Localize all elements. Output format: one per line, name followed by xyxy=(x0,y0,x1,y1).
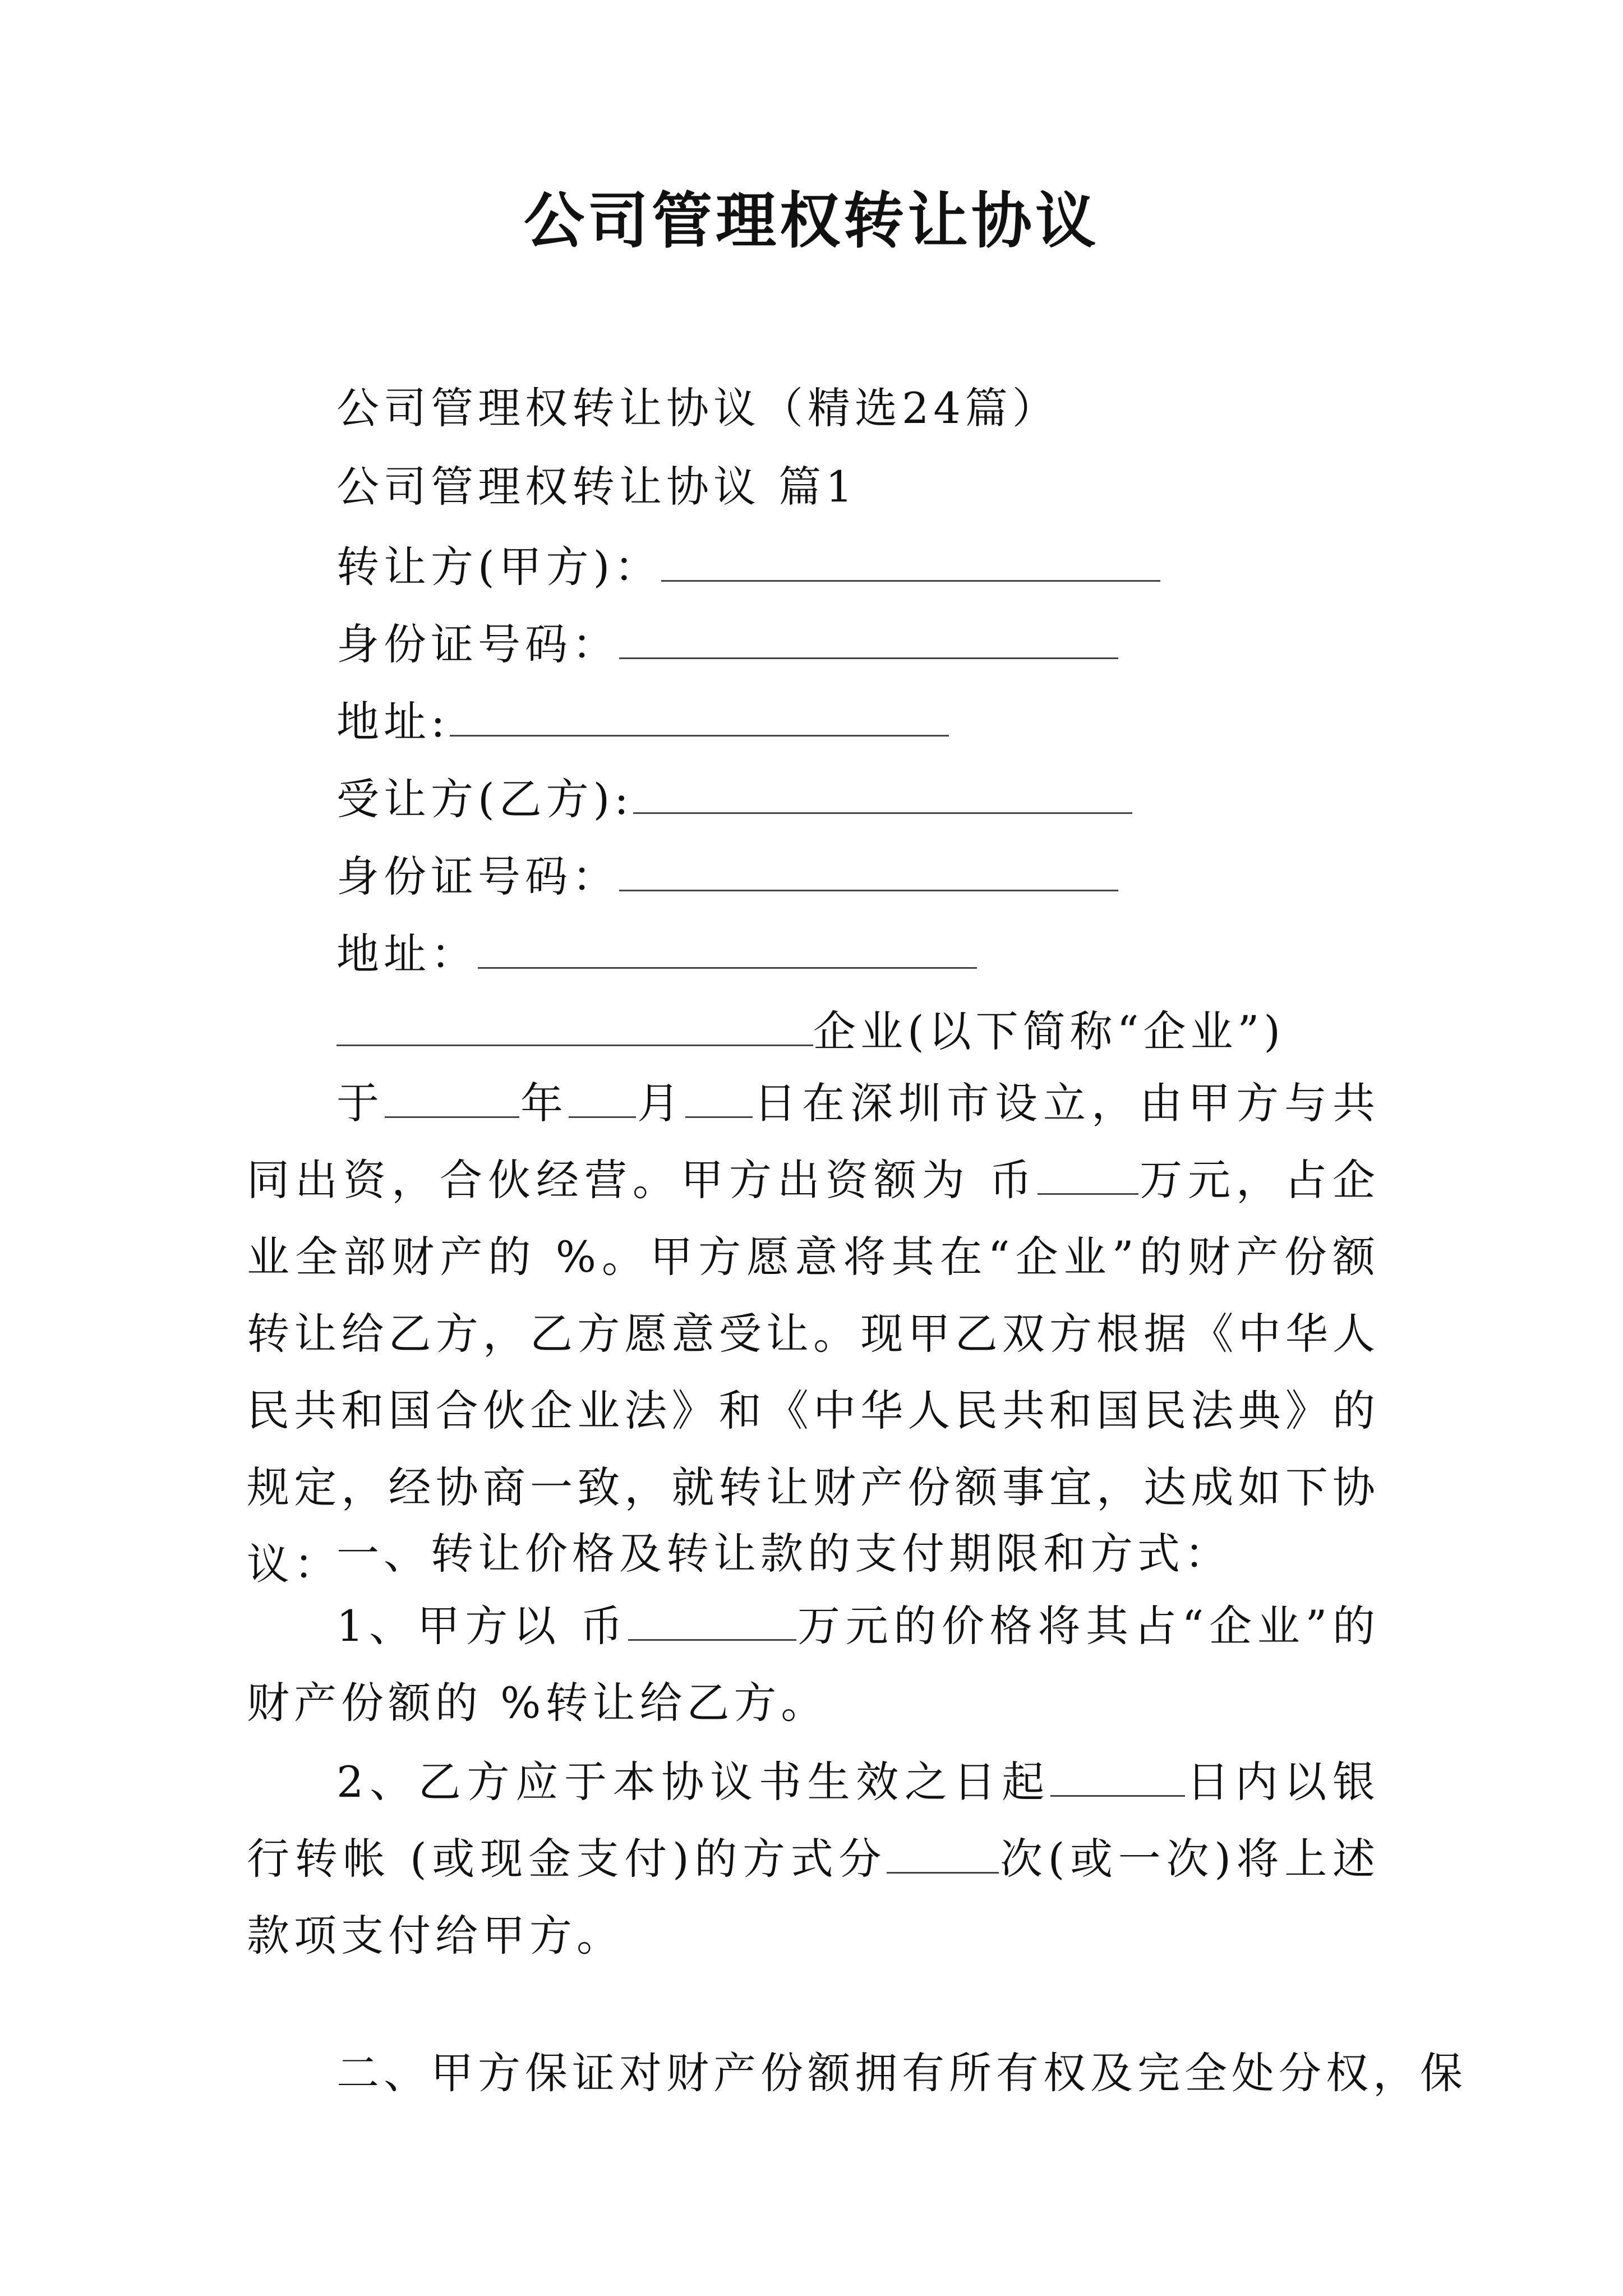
para1-part4: 日在深圳市设立，由甲方与共同出资，合伙经营。甲方出资额为 币 xyxy=(247,1078,1380,1205)
clause1-item1 xyxy=(247,1588,1380,1741)
clause1-item2-part1: 2、乙方应于本协议书生效之日起 xyxy=(336,1757,1051,1807)
party-b-address-label: 地址： xyxy=(336,929,478,979)
party-a-id-label: 身份证号码： xyxy=(336,619,619,669)
para1-part2: 年 xyxy=(519,1078,569,1128)
party-b-name-blank xyxy=(633,776,1132,814)
enterprise-name-blank xyxy=(336,1009,813,1046)
document-title: 公司管理权转让协议 xyxy=(523,186,1099,256)
party-a-address-blank xyxy=(450,699,949,737)
para1-part3: 月 xyxy=(636,1078,685,1128)
party-a-address-label: 地址: xyxy=(336,697,450,747)
para1-part5: 万元，占企业全部财产的 %。甲方愿意将其在“企业”的财产份额转让给乙方，乙方愿意受让。现甲乙双方根据《中华人民共和国合伙企业法》和《中华人民共和国民法典》的规定，经协商一致，就转让财产份额事宜，达成如下协议： xyxy=(247,1155,1380,1589)
clause1-item2-part3: 次(或一次)将上述款项支付给甲方。 xyxy=(247,1834,1380,1961)
clause1-item2 xyxy=(247,1743,1380,1974)
party-a-id-blank xyxy=(619,622,1118,659)
party-a-row xyxy=(336,542,1160,592)
party-a-address-row xyxy=(336,697,949,747)
document-subtitle: 公司管理权转让协议（精选24篇） xyxy=(336,383,1059,433)
party-b-label: 受让方(乙方): xyxy=(336,774,633,824)
enterprise-row xyxy=(336,1006,1285,1056)
section-heading: 公司管理权转让协议 篇1 xyxy=(336,462,857,512)
clause1-item1-part1: 1、甲方以 币 xyxy=(336,1601,629,1651)
party-b-id-blank xyxy=(619,854,1118,891)
para1-part1: 于 xyxy=(336,1078,385,1128)
party-b-id-row xyxy=(336,852,1118,901)
year-blank xyxy=(385,1083,519,1118)
day-blank xyxy=(685,1083,753,1118)
party-b-row xyxy=(336,774,1132,824)
capital-amount-blank xyxy=(1038,1159,1138,1195)
clause2-text: 二、甲方保证对财产份额拥有所有权及完全处分权，保 xyxy=(336,2048,1467,2098)
clause1-heading: 一、转让价格及转让款的支付期限和方式： xyxy=(336,1529,1232,1579)
month-blank xyxy=(569,1083,636,1118)
party-b-address-blank xyxy=(478,931,977,969)
paragraph-establishment xyxy=(247,1065,1380,1603)
party-b-address-row xyxy=(336,929,977,979)
payment-days-blank xyxy=(1050,1761,1185,1797)
party-a-id-row xyxy=(336,619,1118,669)
enterprise-suffix: 企业(以下简称“企业”) xyxy=(813,1006,1285,1056)
party-a-name-blank xyxy=(661,544,1160,582)
party-a-label: 转让方(甲方)： xyxy=(336,542,662,592)
clause1-item1-part2: 万元的价格将其占“企业”的财产份额的 %转让给乙方。 xyxy=(247,1601,1380,1728)
party-b-id-label: 身份证号码： xyxy=(336,852,619,901)
installments-blank xyxy=(887,1838,999,1874)
clause1-item2-part2: 日内以银行转帐 (或现金支付)的方式分 xyxy=(247,1757,1380,1884)
transfer-price-blank xyxy=(628,1605,796,1641)
